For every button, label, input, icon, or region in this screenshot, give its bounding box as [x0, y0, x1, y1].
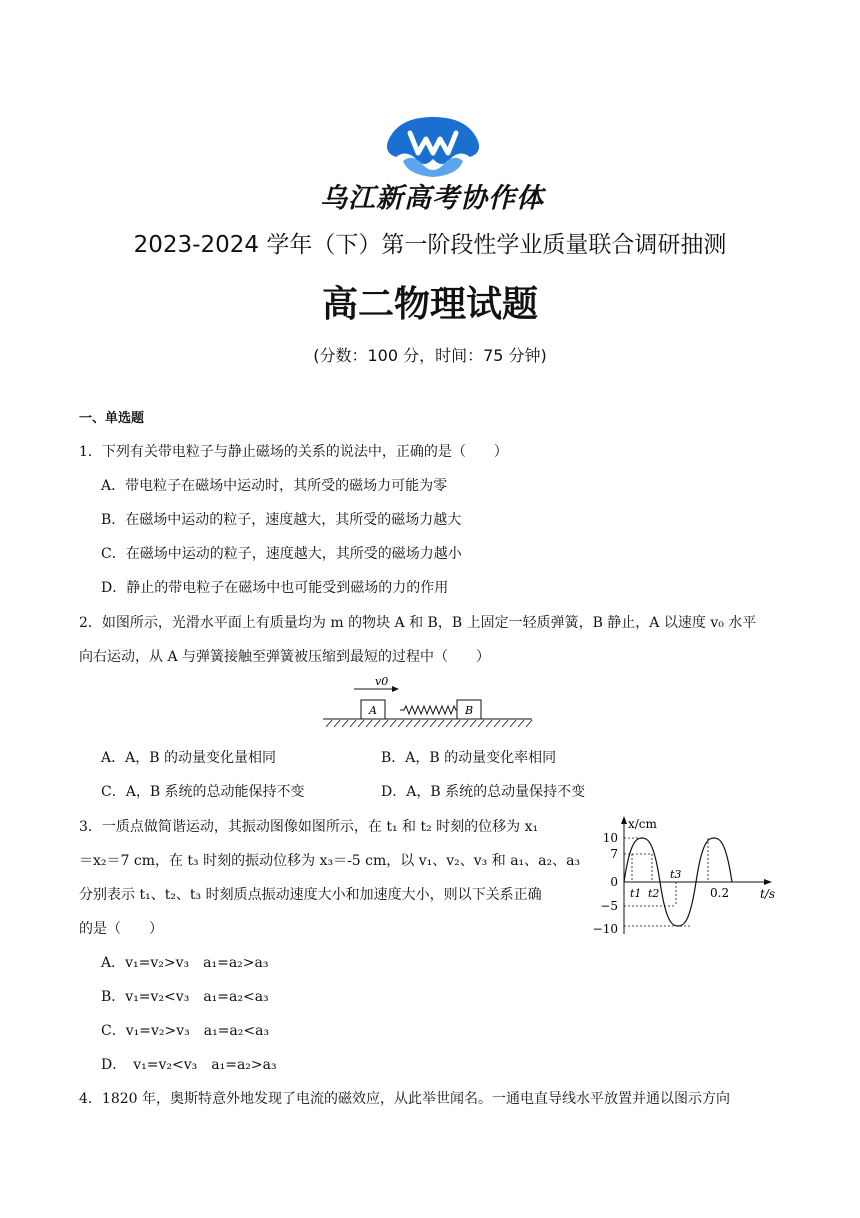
x-mark-0-2: 0.2	[710, 886, 730, 900]
question-3-stem-line2: ＝x₂＝7 cm，在 t₃ 时刻的振动位移为 x₃＝-5 cm，以 v₁、v₂、v₃ 和 a₁、a₂、a₃	[79, 853, 581, 869]
question-2-option-b: B．A，B 的动量变化率相同	[381, 750, 557, 766]
y-tick-10: 10	[602, 831, 618, 845]
question-4-stem-line1: 4．1820 年，奥斯特意外地发现了电流的磁效应，从此举世闻名。一通电直导线水平放置并通以图示方向	[79, 1091, 730, 1107]
displacement-time-graph	[586, 812, 786, 940]
question-3-option-d: D． v₁=v₂<v₃ a₁=a₂>a₃	[101, 1057, 277, 1073]
question-3-option-b: B．v₁=v₂<v₃ a₁=a₂<a₃	[101, 989, 269, 1005]
question-1-stem: 1．下列有关带电粒子与静止磁场的关系的说法中，正确的是（ ）	[79, 444, 508, 460]
question-3-stem-line3: 分别表示 t₁、t₂、t₃ 时刻质点振动速度大小和加速度大小，则以下关系正确	[79, 887, 542, 903]
question-3-stem-line1: 3．一质点做简谐运动，其振动图像如图所示，在 t₁ 和 t₂ 时刻的位移为 x₁	[79, 819, 539, 835]
question-3-option-a: A．v₁=v₂>v₃ a₁=a₂>a₃	[101, 955, 269, 971]
spring-blocks-figure	[320, 676, 535, 732]
spring	[400, 706, 457, 714]
question-3-graph	[586, 812, 786, 940]
logo-emblem-icon	[318, 113, 548, 183]
question-2-stem-line1: 2．如图所示，光滑水平面上有质量均为 m 的物块 A 和 B，B 上固定一轻质弹簧，B 静止，A 以速度 v₀ 水平	[79, 615, 757, 631]
question-2-stem-line2: 向右运动，从 A 与弹簧接触至弹簧被压缩到最短的过程中（ ）	[79, 649, 491, 665]
question-3-stem-line4: 的是（ ）	[79, 921, 163, 937]
question-1-option-c: C．在磁场中运动的粒子，速度越大，其所受的磁场力越小	[101, 546, 462, 562]
x-axis-label: t/s	[760, 887, 776, 901]
logo-text: 乌江新高考协作体	[320, 183, 544, 214]
question-1-option-b: B．在磁场中运动的粒子，速度越大，其所受的磁场力越大	[101, 512, 462, 528]
question-2-option-c: C．A，B 系统的总动能保持不变	[101, 784, 305, 800]
y-tick-neg5: −5	[600, 899, 618, 913]
y-axis-label: x/cm	[628, 817, 657, 831]
x-mark-t3: t3	[670, 868, 682, 881]
question-1-option-a: A．带电粒子在磁场中运动时，其所受的磁场力可能为零	[101, 478, 448, 494]
velocity-label: v0	[375, 676, 389, 688]
block-a-label: A	[369, 704, 377, 717]
section-title: 一、单选题	[79, 411, 145, 426]
question-2-option-a: A．A，B 的动量变化量相同	[101, 750, 276, 766]
question-2-figure	[320, 676, 535, 732]
y-tick-0: 0	[610, 875, 618, 889]
block-b-label: B	[464, 704, 474, 717]
y-tick-neg10: −10	[592, 922, 618, 936]
y-tick-7: 7	[610, 847, 618, 861]
question-3-option-c: C．v₁=v₂>v₃ a₁=a₂<a₃	[101, 1023, 270, 1039]
score-info: (分数：100 分，时间：75 分钟)	[313, 346, 547, 365]
question-1-option-d: D．静止的带电粒子在磁场中也可能受到磁场的力的作用	[101, 580, 449, 596]
question-2-option-d: D．A，B 系统的总动量保持不变	[381, 784, 586, 800]
exam-title: 2023-2024 学年（下）第一阶段性学业质量联合调研抽测	[133, 232, 727, 258]
subject-title: 高二物理试题	[321, 284, 538, 325]
x-mark-t1: t1	[630, 887, 642, 900]
x-mark-t2: t2	[648, 887, 660, 900]
